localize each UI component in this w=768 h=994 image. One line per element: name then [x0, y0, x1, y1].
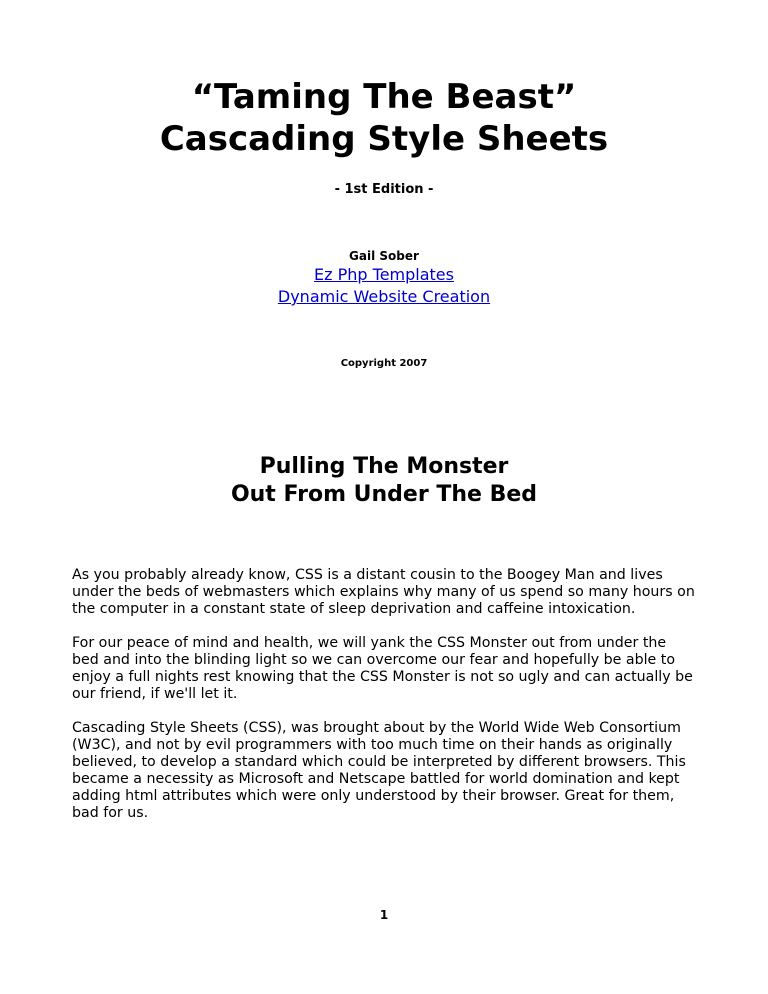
paragraph: As you probably already know, CSS is a distant cousin to the Boogey Man and lives under the beds of webmasters which explains why many of us spend so many hours on the computer in a constant state of sleep deprivation and caffeine intoxication.	[72, 567, 695, 617]
copyright-notice: Copyright 2007	[340, 358, 428, 369]
page-number: 1	[379, 908, 389, 922]
paragraph: For our peace of mind and health, we will yank the CSS Monster out from under the bed and into the blinding light so we can overcome our fear and hopefully be able to enjoy a full nights rest knowing that the CSS Monster is not so ugly and can actually be our friend, if we'll let it.	[72, 635, 693, 702]
edition-label: - 1st Edition -	[334, 182, 434, 197]
author-name: Gail Sober	[349, 249, 419, 263]
body-text	[72, 567, 696, 839]
link-dynamic-website-creation[interactable]: Dynamic Website Creation	[277, 287, 491, 306]
link-ez-php-templates[interactable]: Ez Php Templates	[314, 265, 454, 284]
title-line-2: Cascading Style Sheets	[159, 119, 609, 159]
title-line-1: “Taming The Beast”	[191, 77, 577, 117]
section-heading-line-1: Pulling The Monster	[259, 454, 509, 479]
section-heading-line-2: Out From Under The Bed	[230, 482, 538, 507]
document-title	[0, 76, 768, 160]
section-heading	[0, 453, 768, 509]
author-links	[0, 264, 768, 308]
paragraph: Cascading Style Sheets (CSS), was brought about by the World Wide Web Consortium (W3C), and not by evil programmers with too much time on their hands as originally believed, to develop a standard which could be interpreted by different browsers. This became a necessity as Microsoft and Netscape battled for world domination and kept adding html attributes which were only understood by their browser. Great for them, bad for us.	[72, 720, 686, 821]
